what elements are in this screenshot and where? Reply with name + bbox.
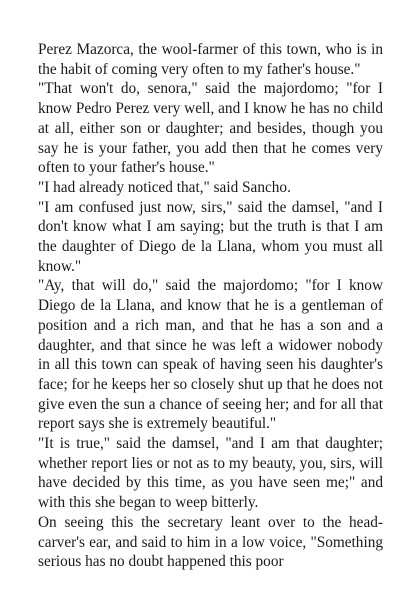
paragraph: "I am confused just now, sirs," said the damsel, "and I don't know what I am saying; but the truth is that I am the daughter of Diego de la Llana, whom you must all know.": [38, 198, 383, 275]
paragraph: "That won't do, senora," said the majordomo; "for I know Pedro Perez very well, and I know he has no child at all, either son or daughter; and besides, though you say he is your father, you add then that he comes very often to your father's house.": [38, 80, 383, 177]
paragraph: "Ay, that will do," said the majordomo; "for I know Diego de la Llana, and know that he is a gentleman of position and a rich man, and that he has a son and a daughter, and that since he was left a widower nobody in all this town can speak of having seen his daughter's face; for he keeps her so closely shut up that he does not give even the sun a chance of seeing her; and for all that report says she is extremely beautiful.": [38, 277, 383, 433]
paragraph: "I had already noticed that," said Sancho.: [38, 178, 291, 196]
paragraph: Perez Mazorca, the wool-farmer of this town, who is in the habit of coming very often to my father's house.": [38, 41, 383, 78]
paragraph: "It is true," said the damsel, "and I am that daughter; whether report lies or not as to my beauty, you, sirs, will have decided by this time, as you have seen me;" and with this she began to weep bitterly.: [38, 435, 383, 512]
paragraph: On seeing this the secretary leant over to the head-carver's ear, and said to him in a low voice, "Something serious has no doubt happened this poor: [38, 513, 383, 571]
page-text: [38, 40, 383, 572]
